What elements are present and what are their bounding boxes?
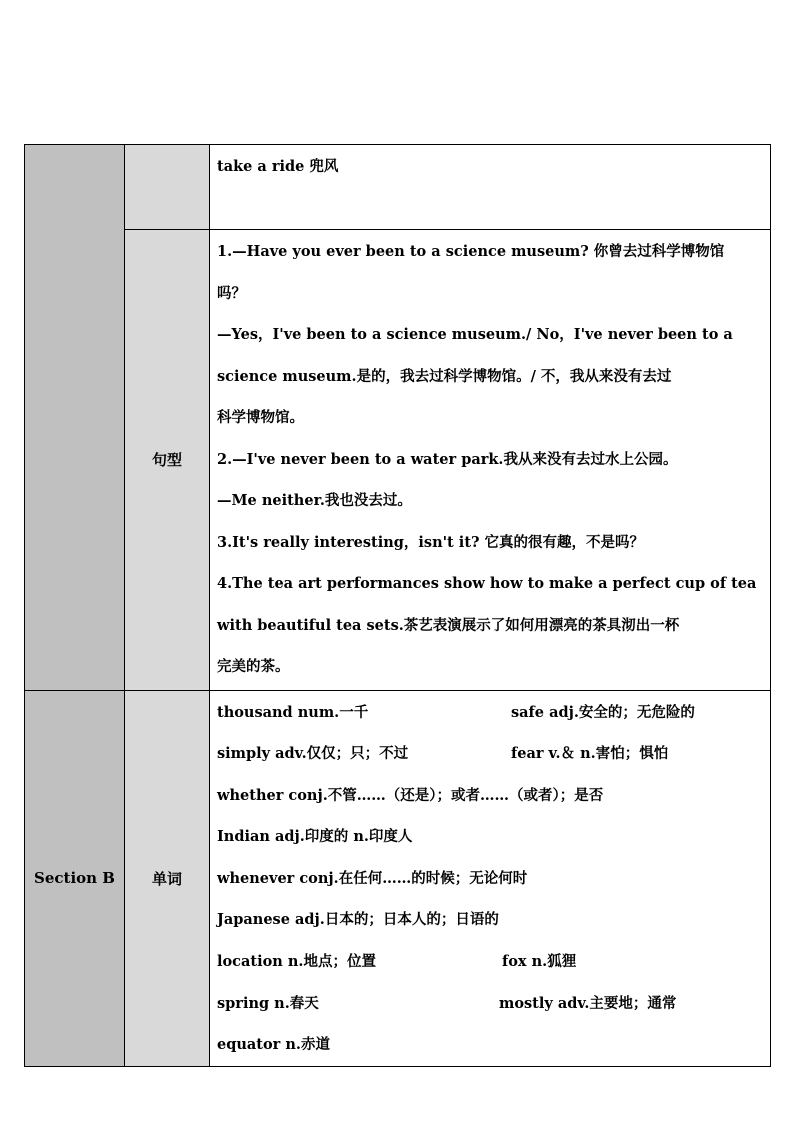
vocab-left: thousand num.一千 xyxy=(217,703,369,721)
content-cell xyxy=(210,230,771,691)
vocab-left: Japanese adj.日本的；日本人的；日语的 xyxy=(217,911,499,929)
vocab-right: fox n.狐狸 xyxy=(502,953,577,971)
vocab-line xyxy=(217,816,764,858)
vocab-line xyxy=(217,983,764,1025)
pattern-line: 3.It's really interesting，isn't it? 它真的很有趣，不是吗？ xyxy=(217,533,645,551)
vocab-line xyxy=(217,692,764,734)
vocab-left: whether conj.不管……（还是）；或者……（或者）；是否 xyxy=(217,786,604,804)
patterns-label: 句型 xyxy=(125,230,210,691)
pattern-line: 完美的茶。 xyxy=(217,658,290,675)
vocab-line xyxy=(217,733,764,775)
pattern-line: 吗？ xyxy=(217,284,246,302)
pattern-line: 4.The tea art performances show how to make a perfect cup of tea xyxy=(217,575,757,592)
table-row xyxy=(25,690,771,1066)
vocab-right: mostly adv.主要地；通常 xyxy=(499,994,677,1012)
pattern-line: 2.—I've never been to a water park.我从来没有去过水上公园。 xyxy=(217,450,678,468)
label-cell-empty xyxy=(125,145,210,230)
vocab-left: equator n.赤道 xyxy=(217,1036,330,1054)
section-label: Section B xyxy=(25,690,125,1066)
vocabulary-table xyxy=(24,144,771,1067)
vocab-line xyxy=(217,1024,764,1066)
vocab-left: simply adv.仅仅；只；不过 xyxy=(217,745,409,763)
section-cell-empty xyxy=(25,145,125,691)
pattern-line: —Me neither.我也没去过。 xyxy=(217,492,412,509)
table-row xyxy=(25,145,771,230)
vocab-line xyxy=(217,899,764,941)
vocab-line xyxy=(217,775,764,817)
pattern-line: —Yes，I've been to a science museum./ No，I've never been to a xyxy=(217,326,733,343)
vocab-left: Indian adj.印度的 n.印度人 xyxy=(217,828,413,846)
vocab-right: fear v.＆ n.害怕；惧怕 xyxy=(511,745,669,763)
vocab-right: safe adj.安全的；无危险的 xyxy=(511,703,695,721)
content-cell xyxy=(210,690,771,1066)
content-cell xyxy=(210,145,771,230)
words-label: 单词 xyxy=(125,690,210,1066)
vocab-left: whenever conj.在任何……的时候；无论何时 xyxy=(217,869,528,887)
pattern-line: 科学博物馆。 xyxy=(217,409,304,426)
vocab-line xyxy=(217,941,764,983)
vocab-left: location n.地点；位置 xyxy=(217,953,376,971)
vocab-left: spring n.春天 xyxy=(217,994,319,1012)
pattern-line: 1.—Have you ever been to a science museum? 你曾去过科学博物馆 xyxy=(217,243,725,260)
pattern-line: with beautiful tea sets.茶艺表演展示了如何用漂亮的茶具沏出一杯 xyxy=(217,616,680,634)
phrase-text: take a ride 兜风 xyxy=(217,158,339,175)
table-row xyxy=(25,230,771,691)
vocab-line xyxy=(217,858,764,900)
pattern-line: science museum.是的，我去过科学博物馆。/ 不，我从来没有去过 xyxy=(217,367,672,385)
